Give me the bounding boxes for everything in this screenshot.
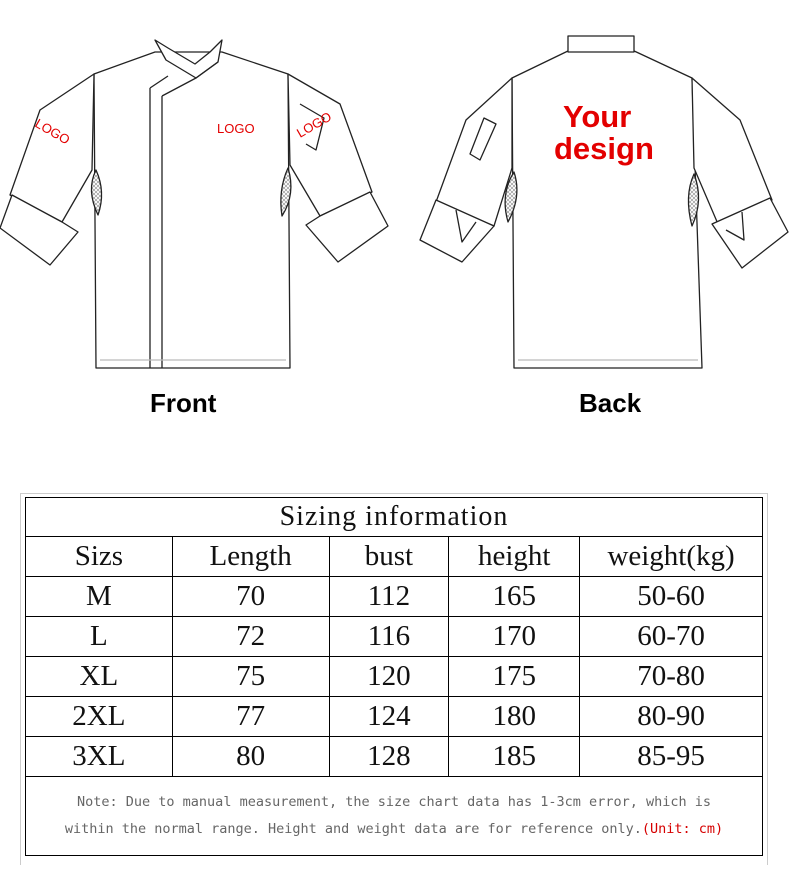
cell-length: 77: [172, 697, 329, 737]
table-title-row: [26, 498, 763, 537]
header-size: Sizs: [26, 537, 173, 577]
cell-height: 180: [449, 697, 580, 737]
back-jacket: [420, 36, 788, 368]
note-line2: within the normal range. Height and weight data are for reference only.: [64, 821, 642, 837]
cell-length: 72: [172, 617, 329, 657]
cell-weight: 60-70: [580, 617, 763, 657]
cell-length: 75: [172, 657, 329, 697]
table-note-row: [26, 777, 763, 856]
front-logo-left-sleeve: LOGO: [32, 115, 73, 148]
table-row: [26, 577, 763, 617]
cell-bust: 120: [329, 657, 449, 697]
sizing-note: [26, 777, 763, 856]
header-bust: bust: [329, 537, 449, 577]
cell-length: 70: [172, 577, 329, 617]
table-header-row: [26, 537, 763, 577]
back-design-line2: design: [554, 131, 654, 166]
jacket-illustration: [0, 0, 790, 430]
header-length: Length: [172, 537, 329, 577]
cell-size: L: [26, 617, 173, 657]
header-height: height: [449, 537, 580, 577]
cell-weight: 80-90: [580, 697, 763, 737]
back-jacket-body: [512, 50, 702, 368]
cell-size: M: [26, 577, 173, 617]
back-collar: [568, 36, 634, 52]
back-left-sleeve: [436, 78, 512, 226]
sizing-title: Sizing information: [26, 498, 763, 537]
front-right-sleeve: [288, 74, 372, 216]
front-jacket-body: [94, 52, 290, 368]
cell-height: 170: [449, 617, 580, 657]
cell-weight: 50-60: [580, 577, 763, 617]
back-caption: Back: [579, 388, 642, 418]
cell-size: 2XL: [26, 697, 173, 737]
cell-weight: 85-95: [580, 737, 763, 777]
cell-size: 3XL: [26, 737, 173, 777]
table-row: [26, 617, 763, 657]
table-row: [26, 657, 763, 697]
table-outer-left-line: [20, 493, 21, 865]
note-line1: Note: Due to manual measurement, the size chart data has 1-3cm error, which is: [77, 794, 711, 810]
note-unit: (Unit: cm): [641, 821, 724, 837]
cell-weight: 70-80: [580, 657, 763, 697]
cell-bust: 124: [329, 697, 449, 737]
front-logo-chest: LOGO: [217, 121, 255, 136]
cell-bust: 112: [329, 577, 449, 617]
cell-height: 165: [449, 577, 580, 617]
cell-bust: 128: [329, 737, 449, 777]
cell-length: 80: [172, 737, 329, 777]
table-row: [26, 697, 763, 737]
table-outer-right-line: [767, 493, 768, 865]
cell-height: 175: [449, 657, 580, 697]
cell-bust: 116: [329, 617, 449, 657]
header-weight: weight(kg): [580, 537, 763, 577]
front-left-sleeve: [10, 74, 94, 222]
sizing-table: [25, 497, 763, 856]
table-row: [26, 737, 763, 777]
back-design-line1: Your: [563, 99, 632, 134]
front-logo-right-sleeve: LOGO: [294, 108, 335, 141]
table-outer-top-line: [20, 493, 768, 494]
cell-height: 185: [449, 737, 580, 777]
front-jacket: [0, 40, 388, 368]
cell-size: XL: [26, 657, 173, 697]
front-caption: Front: [150, 388, 217, 418]
